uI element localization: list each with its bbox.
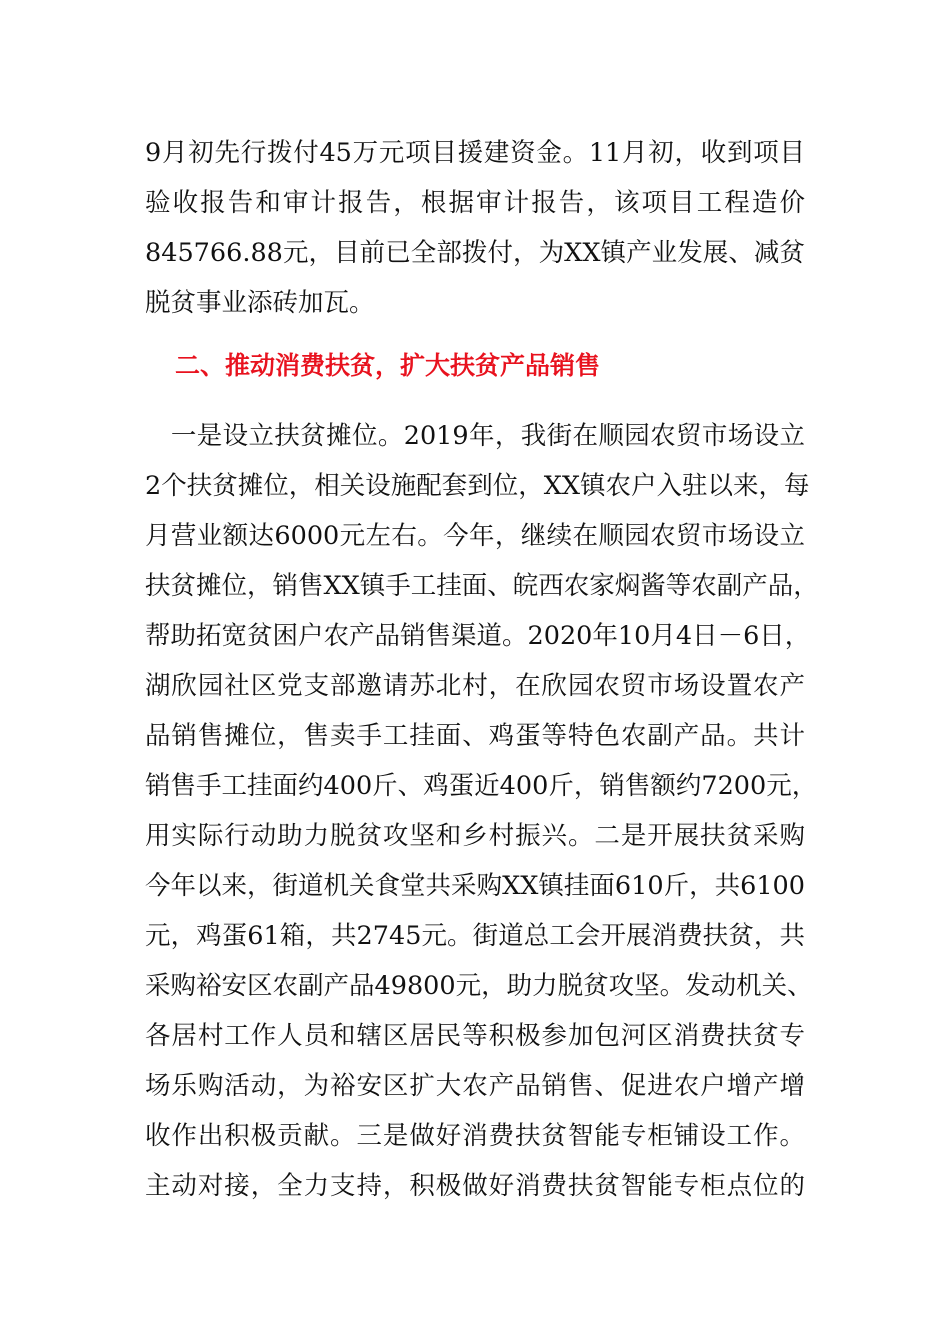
paragraph-2-line-5: 帮助拓宽贫困户农产品销售渠道。2020年10月4日－6日， [145,621,811,651]
paragraph-2-line-8: 销售手工挂面约400斤、鸡蛋近400斤，销售额约7200元， [145,771,818,801]
paragraph-2-line-3: 月营业额达6000元左右。今年，继续在顺园农贸市场设立 [145,521,805,551]
paragraph-2-line-14: 场乐购活动，为裕安区扩大农产品销售、促进农户增产增 [145,1071,805,1101]
paragraph-1-line-3: 845766.88元，目前已全部拨付，为XX镇产业发展、减贫 [145,238,805,268]
paragraph-2-line-7: 品销售摊位，售卖手工挂面、鸡蛋等特色农副产品。共计 [145,721,805,751]
section-heading: 二、推动消费扶贫，扩大扶贫产品销售 [175,351,601,380]
paragraph-2-line-2: 2个扶贫摊位，相关设施配套到位，XX镇农户入驻以来，每 [145,471,810,501]
paragraph-2-line-9: 用实际行动助力脱贫攻坚和乡村振兴。二是开展扶贫采购 [145,821,805,851]
paragraph-1-line-1: 9月初先行拨付45万元项目援建资金。11月初，收到项目 [145,138,805,168]
paragraph-2-line-1: 一是设立扶贫摊位。2019年，我街在顺园农贸市场设立 [145,421,805,451]
paragraph-2-line-13: 各居村工作人员和辖区居民等积极参加包河区消费扶贫专 [145,1021,805,1051]
paragraph-2-line-4: 扶贫摊位，销售XX镇手工挂面、皖西农家焖酱等农副产品， [145,571,819,601]
paragraph-2-line-10: 今年以来，街道机关食堂共采购XX镇挂面610斤，共6100 [145,871,805,901]
paragraph-2-line-16: 主动对接，全力支持，积极做好消费扶贫智能专柜点位的 [145,1171,805,1201]
paragraph-2-line-12: 采购裕安区农副产品49800元，助力脱贫攻坚。发动机关、 [145,971,813,1001]
paragraph-2-line-6: 湖欣园社区党支部邀请苏北村，在欣园农贸市场设置农产 [145,671,805,701]
paragraph-2-line-11: 元，鸡蛋61箱，共2745元。街道总工会开展消费扶贫，共 [145,921,805,951]
paragraph-1-line-4: 脱贫事业添砖加瓦。 [145,288,375,318]
paragraph-1-line-2: 验收报告和审计报告，根据审计报告，该项目工程造价 [145,188,805,218]
paragraph-2-line-15: 收作出积极贡献。三是做好消费扶贫智能专柜铺设工作。 [145,1121,805,1151]
